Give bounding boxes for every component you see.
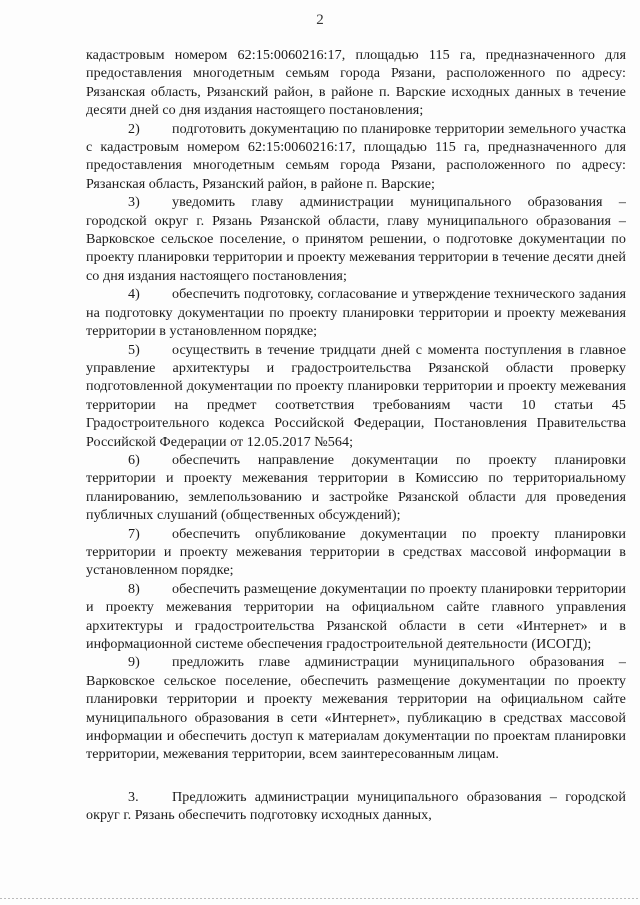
paragraph-continuation: [86, 46, 626, 120]
list-item-text: обеспечить размещение документации по проекту планировки территории и проекту межевания территории на официальном сайте главного управления архитектуры и градостроительства Рязанской области в сети «Интернет» и в информационной системе обеспечения градостроительной деятельности (ИСОГД);: [86, 580, 626, 652]
list-item-text: обеспечить опубликование документации по проекту планировки территории и проекту межевания территории в средствах массовой информации в установленном порядке;: [86, 525, 626, 579]
list-item-number: 8): [128, 580, 140, 597]
section-item-3: [86, 788, 626, 825]
document-body: [86, 46, 626, 825]
list-item-number: 3): [128, 194, 140, 211]
list-item-text: предложить главе администрации муниципального образования – Варковское сельское поселение, обеспечить размещение документации по проекту планировки территории и проекту межевания территории на официальном сайте муниципального образования в сети «Интернет», публикацию в средствах массовой информации и обеспечить доступ к материалам документации по проектам планировки территории, межевания территории, всем заинтересованным лицам.: [86, 654, 626, 763]
list-item-2: [86, 120, 626, 194]
list-item-number: 4): [128, 286, 140, 303]
section-number: 3.: [128, 788, 139, 805]
list-item-text: осуществить в течение тридцати дней с момента поступления в главное управление архитектуры и градостроительства Рязанской области проверку подготовленной документации по проекту планировки территории и проекту межевания территории на предмет соответствия требованиям части 10 статьи 45 Градостроительного кодекса Российской Федерации, Постановления Правительства Российской Федерации от 12.05.2017 №564;: [86, 341, 626, 450]
list-item-number: 9): [128, 654, 140, 671]
paragraph-text: кадастровым номером 62:15:0060216:17, площадью 115 га, предназначенного для предоставления многодетным семьям города Рязани, расположенного по адресу: Рязанская область, Рязанский район, в районе п. Варские исходных данных в течение десяти дней со дня издания настоящего постановления;: [86, 47, 626, 119]
list-item-7: [86, 525, 626, 580]
paragraph-spacer: [86, 764, 626, 788]
list-item-4: [86, 285, 626, 340]
list-item-3: [86, 193, 626, 285]
list-item-number: 5): [128, 341, 140, 358]
list-item-8: [86, 580, 626, 654]
scan-bottom-edge: [0, 898, 640, 899]
list-item-6: [86, 451, 626, 525]
list-item-number: 6): [128, 451, 140, 468]
list-item-number: 2): [128, 120, 140, 137]
list-item-5: [86, 341, 626, 451]
section-text: Предложить администрации муниципального образования – городской округ г. Рязань обеспечить подготовку исходных данных,: [86, 788, 626, 824]
list-item-text: обеспечить подготовку, согласование и утверждение технического задания на подготовку документации по проекту планировки территории и проекту межевания территории в установленном порядке;: [86, 286, 626, 340]
list-item-text: уведомить главу администрации муниципального образования – городской округ г. Рязань Рязанской области, главу муниципального образования – Варковское сельское поселение, о принятом решении, о подготовке документации по проекту планировки территории и проекту межевания территории в течение десяти дней со дня издания настоящего постановления;: [86, 194, 626, 284]
list-item-text: подготовить документацию по планировке территории земельного участка с кадастровым номером 62:15:0060216:17, площадью 115 га, предназначенного для предоставления многодетным семьям города Рязани, расположенного по адресу: Рязанская область, Рязанский район, в районе п. Варские;: [86, 120, 626, 192]
list-item-9: [86, 653, 626, 763]
list-item-text: обеспечить направление документации по проекту планировки территории и проекту межевания территории в Комиссию по территориальному планированию, землепользованию и застройке Рязанской области для проведения публичных слушаний (общественных обсуждений);: [86, 451, 626, 524]
list-item-number: 7): [128, 525, 140, 542]
page-number: 2: [316, 12, 324, 28]
